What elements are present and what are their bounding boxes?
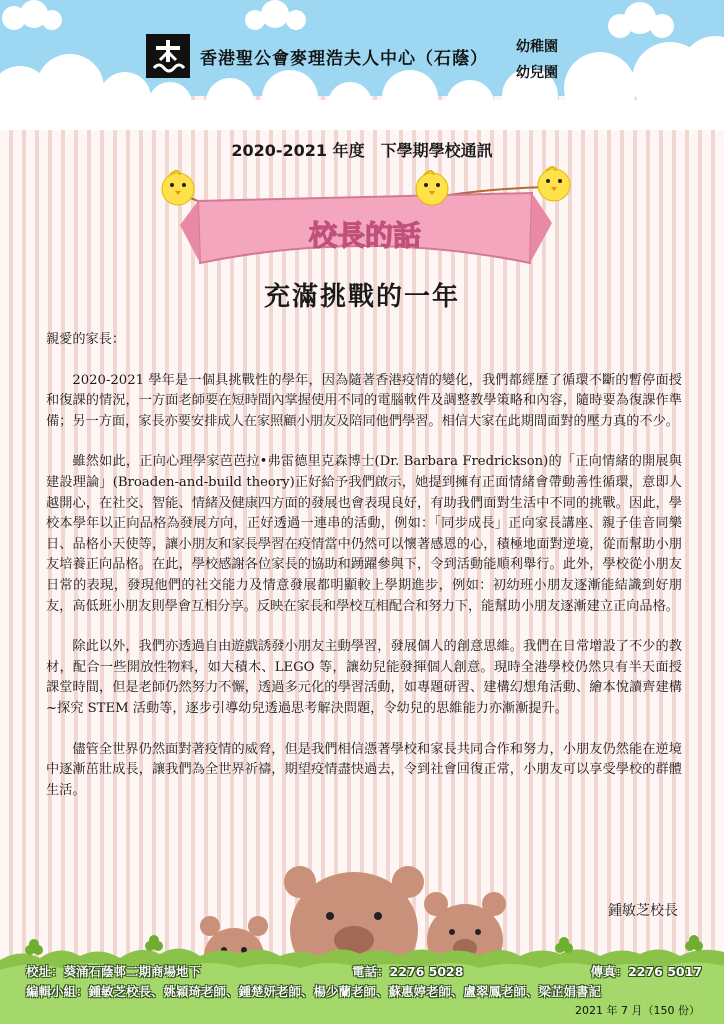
school-address: 校址：葵涌石蔭邨二期商場地下 [26,964,202,979]
letter-greeting: 親愛的家長： [46,332,126,347]
kindergarten-label: 幼稚園 [516,39,558,55]
principal-banner [150,165,580,275]
school-fax: 傳真：2276 5017 [590,964,702,979]
letter-paragraph: 2020-2021 學年是一個具挑戰性的學年，因為隨著香港疫情的變化，我們都經歷了循環不斷的暫停面授和復課的情況，一方面老師要在短時間內掌握使用不同的電腦軟件及調整教學策略和內容，隨時要為復課作準備；另一方面，家長亦要安排成人在家照顧小朋友及陪同他們學習。相信大家在此期間面對的壓力真的不少。 [46,372,682,429]
banner-title: 校長的話 [308,219,422,252]
letter-paragraph: 雖然如此，正向心理學家芭芭拉•弗雷德里克森博士(Dr. Barbara Fredrickson)的「正向情緒的開展與建設理論」(Broaden-and-build theory)正好給予我們啟示，她提到擁有正面情緒會帶動善性循環，意即人越開心，在社交、智能、情緒及健康四方面的發展也會表現良好，有助我們面對生活中不同的挑戰。因此，學校本學年以正向品格為發展方向，正好透過一連串的活動，例如：「同步成長」正向家長講座、親子佳音同樂日、品格小天使等，讓小朋友和家長學習在疫情當中仍然可以懷著感恩的心，積極地面對逆境，從而幫助小朋友培養正向品格。在此，學校感謝各位家長的協助和踴躍參與下，令到活動能順利舉行。此外，學校從小朋友日常的表現，發現他們的社交能力及情意發展都明顯較上學期進步，例如：初幼班小朋友逐漸能結識到好朋友，高低班小朋友則學會互相分享。反映在家長和學校互相配合和努力下，能幫助小朋友逐漸建立正向品格。 [46,454,682,614]
print-info: 2021 年 7 月（150 份） [575,1004,700,1017]
nursery-label: 幼兒園 [516,65,558,81]
school-name: 香港聖公會麥理浩夫人中心（石蔭） [200,48,488,69]
newsletter-term-title: 2020-2021 年度 下學期學校通訊 [231,141,493,160]
letter-signature: 鍾敏芝校長 [608,903,678,919]
letter-paragraph: 除此以外，我們亦透過自由遊戲誘發小朋友主動學習，發展個人的創意思維。我們在日常增設了不少的教材，配合一些開放性物料，如大積木、LEGO 等，讓幼兒能發揮個人創意。現時全港學校仍然只有半天面授課堂時間，但是老師仍然努力不懈，透過多元化的學習活動，如專題研習、建構幻想角活動、繪本悅讀齊建構~探究 STEM 活動等，逐步引導幼兒透過思考解決問題，令幼兒的思維能力亦漸漸提升。 [46,639,682,716]
clover-icon [25,935,703,955]
editors-row [26,982,702,1002]
editorial-team: 編輯小組：鍾敏芝校長、姚穎琦老師、鍾楚妍老師、楊少蘭老師、蘇惠婷老師、盧翠鳳老師、梁芷娟書記 [26,984,602,999]
school-header [146,34,488,78]
contact-row [26,962,702,982]
chick-icon [162,171,194,205]
school-logo-icon [146,34,190,78]
newsletter-footer [26,962,702,1002]
letter-body [46,330,682,821]
school-levels [516,34,558,86]
chick-icon [416,171,448,205]
chick-icon [538,167,570,201]
letter-paragraph: 儘管全世界仍然面對著疫情的威脅，但是我們相信憑著學校和家長共同合作和努力，小朋友仍然能在逆境中逐漸茁壯成長，讓我們為全世界祈禱，期望疫情盡快過去，令到社會回復正常，小朋友可以享受學校的群體生活。 [46,741,682,798]
school-phone: 電話：2276 5028 [352,964,464,979]
main-title: 充滿挑戰的一年 [263,282,460,312]
